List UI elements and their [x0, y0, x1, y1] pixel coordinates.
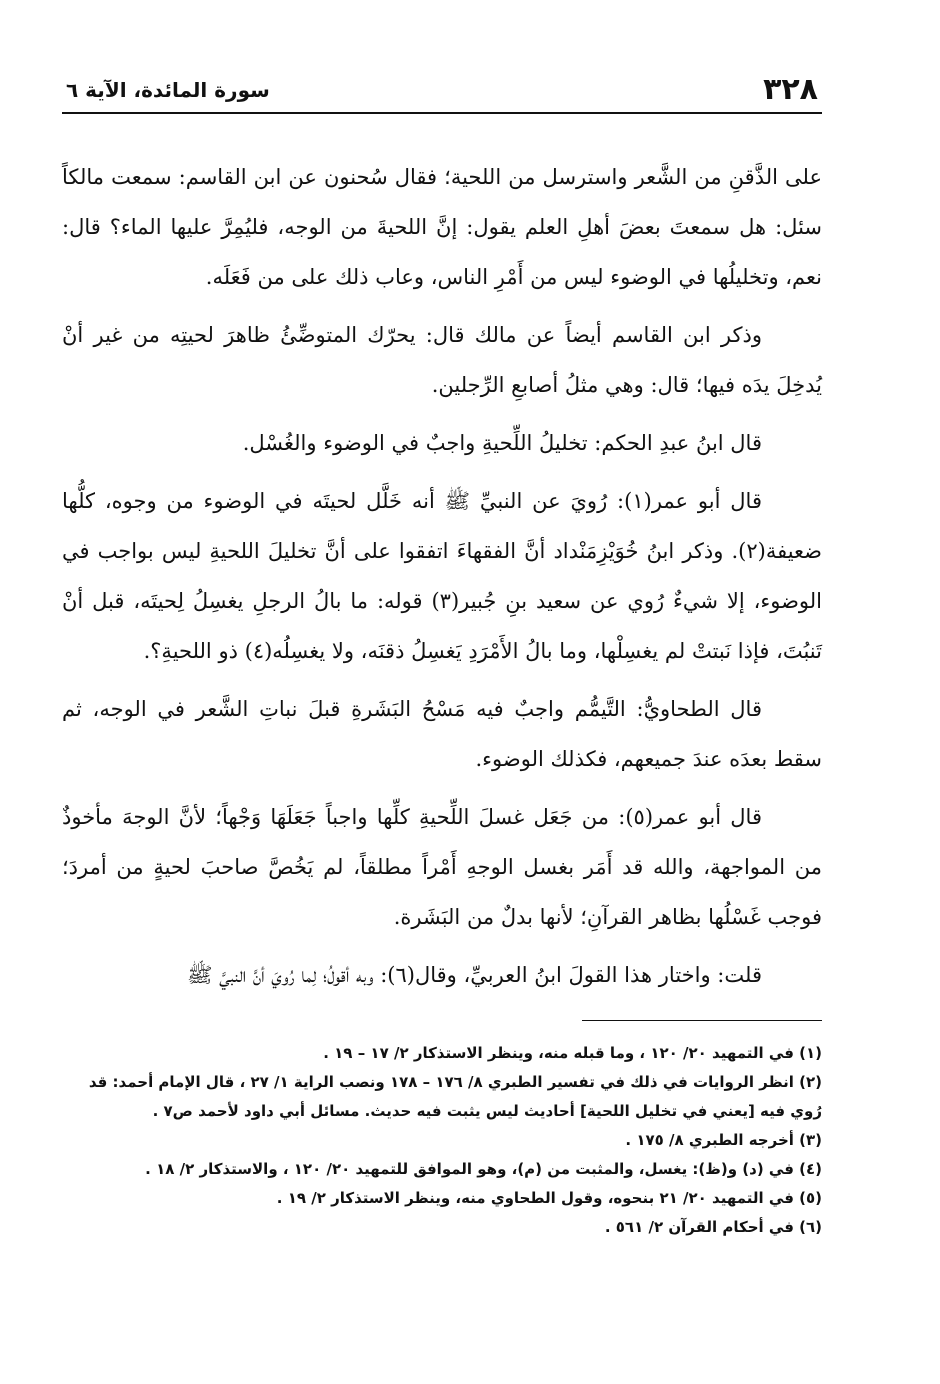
paragraph-3: قال ابنُ عبدِ الحكم: تخليلُ اللِّحيةِ واجبٌ في الوضوء والغُسْل. [242, 431, 762, 455]
paragraph-1: على الذَّقنِ من الشَّعر واسترسل من اللحية؛ فقال سُحنون عن ابن القاسم: سمعت مالكاً سئل: هل سمعتَ بعضَ أهلِ العلم يقول: إنَّ اللحيةَ من الوجه، فليُمِرَّ عليها الماء؟ قال: نعم، وتخليلُها في الوضوء ليس من أَمْرِ الناس، وعاب ذلك على من فَعَلَه. [62, 165, 822, 289]
paragraph-7: قلت: واختار هذا القولَ ابنُ العربيِّ، وقال(٦): وبه أقولُ؛ لِما رُويَ أنَّ النبيَّ ﷺ [187, 963, 762, 987]
paragraph-2: وذكر ابن القاسم أيضاً عن مالك قال: يحرّك المتوضِّئُ ظاهرَ لحيتِه من غير أنْ يُدخِلَ يدَه فيها؛ قال: وهي مثلُ أصابعِ الرِّجلين. [62, 323, 822, 397]
page-header [62, 64, 822, 114]
footnote-2: (٢) انظر الروايات في ذلك في تفسير الطبري ٨/ ١٧٦ – ١٧٨ ونصب الراية ١/ ٢٧ ، قال الإمام أحمد: قد رُوي فيه [يعني في تخليل اللحية] أحاديث ليس يثبت فيه حديث. مسائل أبي داود لأحمد ص٧ . [88, 1073, 822, 1120]
book-page [62, 64, 822, 1354]
running-title: سورة المائدة، الآية ٦ [66, 78, 270, 102]
footnote-5: (٥) في التمهيد ٢٠/ ٢١ بنحوه، وقول الطحاوي منه، وينظر الاستذكار ٢/ ١٩ . [276, 1189, 822, 1207]
paragraph-6: قال أبو عمر(٥): من جَعَل غسلَ اللِّحيةِ كلِّها واجباً جَعَلَهَا وَجْهاً؛ لأنَّ الوجهَ مأخوذٌ من المواجهة، والله قد أَمَر بغسل الوجهِ أَمْراً مطلقاً، لم يَخُصَّ صاحبَ لحيةٍ من أمردَ؛ فوجب غَسْلُها بظاهر القرآنِ؛ لأنها بدلٌ من البَشَرة. [62, 805, 822, 929]
footnote-4: (٤) في (د) و(ظ): يغسل، والمثبت من (م)، وهو الموافق للتمهيد ٢٠/ ١٢٠ ، والاستذكار ٢/ ١٨ . [145, 1160, 822, 1178]
paragraph-5: قال الطحاويُّ: التَّيمُّم واجبٌ فيه مَسْحُ البَشَرةِ قبلَ نباتِ الشَّعر في الوجه، ثم سقط بعدَه عندَ جميعهم، فكذلك الوضوء. [62, 697, 822, 771]
footnote-6: (٦) في أحكام القرآن ٢/ ٥٦١ . [604, 1218, 822, 1236]
main-text [62, 152, 822, 1000]
footnote-divider [582, 1020, 822, 1021]
footnote-1: (١) في التمهيد ٢٠/ ١٢٠ ، وما قبله منه، وينظر الاستذكار ٢/ ١٧ – ١٩ . [323, 1044, 822, 1062]
page-number: ٣٢٨ [763, 72, 818, 107]
paragraph-4: قال أبو عمر(١): رُويَ عن النبيِّ ﷺ أنه خَلَّل لحيتَه في الوضوء من وجوه، كلُّها ضعيفة(٢). وذكر ابنُ خُوَيْزِمَنْداد أنَّ الفقهاءَ اتفقوا على أنَّ تخليلَ اللحيةِ ليس بواجب في الوضوء، إلا شيءٌ رُوي عن سعيد بنِ جُبير(٣) قوله: ما بالُ الرجلِ يغسِلُ لِحيتَه، قبل أنْ تَنبُتَ، فإذا نَبتتْ لم يغسِلْها، وما بالُ الأَمْرَدِ يَغسِلُ ذقنَه، ولا يغسِلُه(٤) ذو اللحيةِ؟. [62, 489, 822, 663]
footnote-3: (٣) أخرجه الطبري ٨/ ١٧٥ . [625, 1131, 822, 1149]
footnotes [62, 1039, 822, 1242]
